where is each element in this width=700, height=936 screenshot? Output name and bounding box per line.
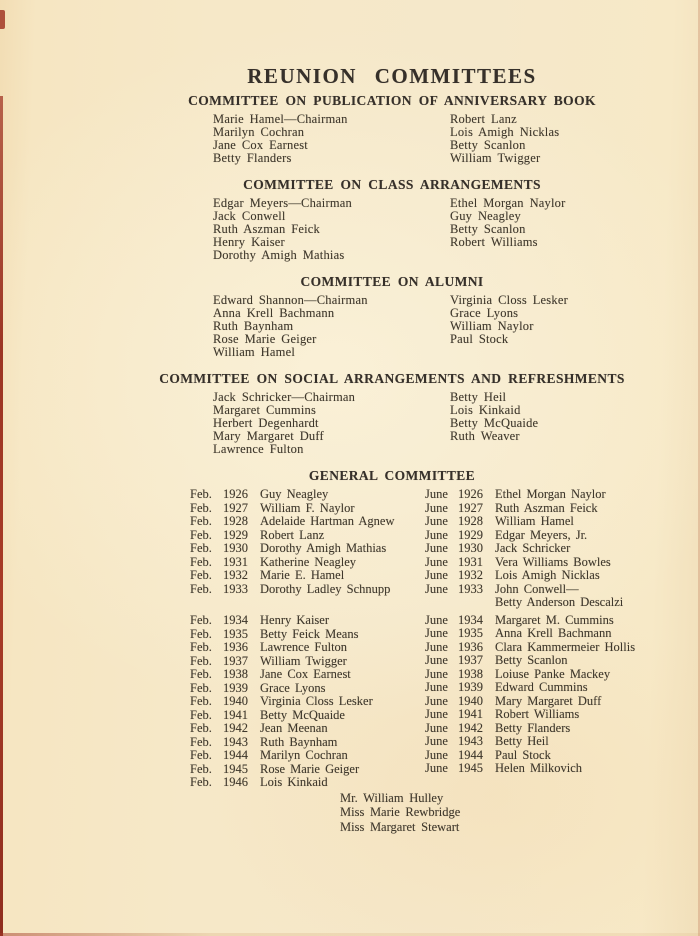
member-name: Mary Margaret Duff xyxy=(213,429,324,443)
month-label: June xyxy=(425,541,448,555)
general-row xyxy=(190,695,425,709)
general-row xyxy=(425,569,700,583)
june-list-1934-1945 xyxy=(425,614,700,776)
month-label: June xyxy=(425,761,448,775)
year-label: 1943 xyxy=(223,734,248,749)
member-name: Marilyn Cochran xyxy=(213,125,305,139)
feb-list-1926-1933 xyxy=(190,488,425,596)
member-name: Marie Hamel—Chairman xyxy=(213,112,348,126)
general-row xyxy=(190,749,425,763)
month-label: June xyxy=(425,581,448,596)
member-name: Anna Krell Bachmann xyxy=(213,306,335,320)
general-row xyxy=(190,736,425,750)
year-label: 1931 xyxy=(223,554,248,569)
member-name: Betty Flanders xyxy=(495,720,571,735)
month-label: Feb. xyxy=(190,487,212,501)
committee-heading: COMMITTEE ON SOCIAL ARRANGEMENTS AND REFRESHMENTS xyxy=(159,371,625,386)
member-name: Paul Stock xyxy=(495,747,551,762)
year-label: 1927 xyxy=(458,500,483,515)
year-label: 1938 xyxy=(223,667,248,681)
member-name: Lawrence Fulton xyxy=(213,442,304,456)
general-row xyxy=(190,709,425,723)
member-name: William F. Naylor xyxy=(260,500,355,515)
month-label: June xyxy=(425,747,448,762)
general-row xyxy=(190,668,425,682)
year-label: 1938 xyxy=(458,666,483,681)
month-label: Feb. xyxy=(190,734,212,749)
year-label: 1943 xyxy=(458,734,483,748)
member-name: William Naylor xyxy=(450,319,534,333)
member-name: Lois Amigh Nicklas xyxy=(495,568,600,582)
special-guests-list xyxy=(340,791,700,835)
month-label: June xyxy=(425,612,448,627)
general-row xyxy=(190,776,425,790)
year-label: 1944 xyxy=(223,748,248,762)
member-column-left xyxy=(213,391,450,456)
year-label: 1939 xyxy=(223,680,248,695)
member-name: Virginia Closs Lesker xyxy=(260,694,373,708)
member-name: Margaret Cummins xyxy=(213,403,317,417)
member-name: Guy Neagley xyxy=(260,487,329,501)
general-column-june xyxy=(425,488,700,790)
month-label: Feb. xyxy=(190,667,212,681)
month-label: Feb. xyxy=(190,613,212,627)
year-label: 1936 xyxy=(223,640,248,654)
member-name: Rose Marie Geiger xyxy=(260,761,360,776)
member-name: Edgar Meyers—Chairman xyxy=(213,196,352,210)
member-name: Jack Schricker xyxy=(495,541,571,555)
month-label: Feb. xyxy=(190,568,212,582)
member-name: Henry Kaiser xyxy=(260,613,329,627)
member-name: Robert Williams xyxy=(495,707,580,721)
member-name: Grace Lyons xyxy=(450,306,519,320)
general-column-feb xyxy=(190,488,425,790)
member-name: Herbert Degenhardt xyxy=(213,416,319,430)
guest-name: Miss Margaret Stewart xyxy=(340,819,460,834)
committee-section-alumni xyxy=(84,274,700,359)
year-label: 1929 xyxy=(223,527,248,542)
member-name: Clara Kammermeier Hollis xyxy=(495,639,636,654)
year-label: 1927 xyxy=(223,500,248,515)
member-name: William Hamel xyxy=(495,514,574,528)
year-label: 1937 xyxy=(458,653,483,667)
month-label: June xyxy=(425,693,448,708)
member-name: Betty McQuaide xyxy=(450,416,539,430)
member-name: Jane Cox Earnest xyxy=(260,667,351,681)
month-label: June xyxy=(425,527,448,542)
month-label: Feb. xyxy=(190,680,212,695)
month-label: June xyxy=(425,734,448,748)
committee-section-class-arrangements xyxy=(84,177,700,262)
member-name: John Conwell— xyxy=(495,581,579,596)
month-label: Feb. xyxy=(190,514,212,528)
general-row xyxy=(425,681,700,695)
general-row xyxy=(190,556,425,570)
member-name: Guy Neagley xyxy=(450,209,521,223)
month-label: June xyxy=(425,514,448,528)
member-name: Ethel Morgan Naylor xyxy=(450,196,566,210)
member-name: Robert Lanz xyxy=(260,527,325,542)
general-columns xyxy=(84,488,700,790)
member-name: Grace Lyons xyxy=(260,680,326,695)
year-label: 1940 xyxy=(223,694,248,708)
member-name: Ethel Morgan Naylor xyxy=(495,487,606,501)
member-name: Helen Milkovich xyxy=(495,761,583,775)
committee-heading: COMMITTEE ON CLASS ARRANGEMENTS xyxy=(243,177,541,192)
page-title: REUNION COMMITTEES xyxy=(247,64,537,88)
month-label: June xyxy=(425,626,448,640)
month-label: Feb. xyxy=(190,626,212,641)
member-name: Ruth Baynham xyxy=(213,319,294,333)
member-name: Betty Flanders xyxy=(213,151,292,165)
member-name: Jane Cox Earnest xyxy=(213,138,308,152)
member-name: Lois Kinkaid xyxy=(260,775,328,789)
year-label: 1931 xyxy=(458,554,483,569)
year-label: 1930 xyxy=(458,541,483,555)
member-name: Betty Heil xyxy=(495,734,549,748)
general-row xyxy=(425,488,700,502)
general-committee-heading: GENERAL COMMITTEE xyxy=(308,468,476,483)
member-name-continued: Betty Anderson Descalzi xyxy=(495,595,624,609)
member-name: Jack Conwell xyxy=(213,209,286,223)
member-column-right xyxy=(450,197,700,262)
month-label: Feb. xyxy=(190,721,212,735)
guest-name: Miss Marie Rewbridge xyxy=(340,805,461,819)
member-name: Betty Scanlon xyxy=(495,653,568,667)
year-label: 1936 xyxy=(458,639,483,654)
general-row xyxy=(425,614,700,628)
year-label: 1929 xyxy=(458,527,483,542)
month-label: June xyxy=(425,680,448,694)
june-list-1926-1933 xyxy=(425,488,700,610)
member-name: Ruth Weaver xyxy=(450,429,520,443)
member-name: Robert Lanz xyxy=(450,112,517,126)
general-row xyxy=(190,614,425,628)
general-committee-section xyxy=(84,468,700,790)
month-label: Feb. xyxy=(190,775,212,789)
year-label: 1945 xyxy=(458,761,483,775)
member-column-right xyxy=(450,391,700,456)
member-name: Ruth Aszman Feick xyxy=(495,500,598,515)
general-row xyxy=(190,682,425,696)
general-row xyxy=(425,542,700,556)
member-name: Betty Feick Means xyxy=(260,626,359,641)
month-label: June xyxy=(425,500,448,515)
member-column-left xyxy=(213,294,450,359)
month-label: Feb. xyxy=(190,694,212,708)
year-label: 1928 xyxy=(223,514,248,528)
committee-heading: COMMITTEE ON PUBLICATION OF ANNIVERSARY BOOK xyxy=(188,93,596,108)
member-name: Dorothy Amigh Mathias xyxy=(260,541,387,555)
general-row xyxy=(425,749,700,763)
member-column-right xyxy=(450,294,700,359)
member-name: Vera Williams Bowles xyxy=(495,554,611,569)
member-column-right xyxy=(450,113,700,165)
year-label: 1926 xyxy=(223,487,248,501)
member-column-left xyxy=(213,113,450,165)
month-label: Feb. xyxy=(190,541,212,555)
member-name: William Twigger xyxy=(450,151,541,165)
year-label: 1933 xyxy=(458,581,483,596)
member-name: Adelaide Hartman Agnew xyxy=(260,514,395,528)
year-label: 1934 xyxy=(458,612,483,627)
year-label: 1934 xyxy=(223,613,248,627)
general-row xyxy=(190,542,425,556)
member-name: Ruth Baynham xyxy=(260,734,338,749)
year-label: 1942 xyxy=(458,720,483,735)
member-columns xyxy=(84,113,700,165)
general-row xyxy=(190,655,425,669)
member-name: Margaret M. Cummins xyxy=(495,612,614,627)
member-name: Betty Heil xyxy=(450,390,507,404)
committee-heading: COMMITTEE ON ALUMNI xyxy=(300,274,484,289)
member-name: William Twigger xyxy=(260,653,347,668)
member-name: Edward Cummins xyxy=(495,680,588,694)
committee-section-publication xyxy=(84,93,700,165)
member-name: Lois Kinkaid xyxy=(450,403,521,417)
month-label: Feb. xyxy=(190,581,212,596)
member-name: Anna Krell Bachmann xyxy=(495,626,612,640)
member-name: Lois Amigh Nicklas xyxy=(450,125,560,139)
month-label: June xyxy=(425,720,448,735)
month-label: Feb. xyxy=(190,640,212,654)
general-row xyxy=(190,488,425,502)
general-row xyxy=(425,695,700,709)
general-row xyxy=(425,762,700,776)
guest-name: Mr. William Hulley xyxy=(340,790,444,805)
member-name: Betty McQuaide xyxy=(260,707,345,722)
member-name: Lawrence Fulton xyxy=(260,640,348,654)
general-row xyxy=(425,722,700,736)
committee-section-social xyxy=(84,371,700,456)
general-row xyxy=(425,735,700,749)
member-name: Edward Shannon—Chairman xyxy=(213,293,368,307)
year-label: 1939 xyxy=(458,680,483,694)
general-row xyxy=(190,583,425,597)
member-name: Edgar Meyers, Jr. xyxy=(495,527,588,542)
general-row xyxy=(190,529,425,543)
member-name: William Hamel xyxy=(213,345,296,359)
general-row xyxy=(425,668,700,682)
year-label: 1945 xyxy=(223,761,248,776)
general-row xyxy=(190,722,425,736)
member-name: Henry Kaiser xyxy=(213,235,285,249)
member-name: Ruth Aszman Feick xyxy=(213,222,321,236)
general-row xyxy=(425,708,700,722)
member-column-left xyxy=(213,197,450,262)
general-row xyxy=(190,502,425,516)
member-name: Jack Schricker—Chairman xyxy=(213,390,356,404)
list-gap xyxy=(190,596,425,614)
month-label: June xyxy=(425,707,448,721)
month-label: June xyxy=(425,666,448,681)
member-name: Marilyn Cochran xyxy=(260,748,348,762)
month-label: Feb. xyxy=(190,527,212,542)
year-label: 1940 xyxy=(458,693,483,708)
year-label: 1942 xyxy=(223,721,248,735)
month-label: June xyxy=(425,639,448,654)
year-label: 1930 xyxy=(223,541,248,555)
general-row xyxy=(425,583,700,610)
month-label: June xyxy=(425,487,448,501)
month-label: June xyxy=(425,653,448,667)
member-name: Robert Williams xyxy=(450,235,538,249)
year-label: 1941 xyxy=(458,707,483,721)
year-label: 1935 xyxy=(458,626,483,640)
year-label: 1944 xyxy=(458,747,483,762)
year-label: 1941 xyxy=(223,707,248,722)
year-label: 1932 xyxy=(223,568,248,582)
member-columns xyxy=(84,294,700,359)
general-row xyxy=(425,641,700,655)
member-name: Betty Scanlon xyxy=(450,222,526,236)
year-label: 1937 xyxy=(223,653,248,668)
general-row xyxy=(190,515,425,529)
general-row xyxy=(190,569,425,583)
general-row xyxy=(425,502,700,516)
member-columns xyxy=(84,197,700,262)
member-name: Jean Meenan xyxy=(260,721,328,735)
general-row xyxy=(190,628,425,642)
year-label: 1946 xyxy=(223,775,248,789)
general-row xyxy=(425,556,700,570)
general-row xyxy=(425,515,700,529)
general-row xyxy=(425,529,700,543)
month-label: Feb. xyxy=(190,761,212,776)
member-name: Dorothy Ladley Schnupp xyxy=(260,581,391,596)
member-name: Dorothy Amigh Mathias xyxy=(213,248,345,262)
member-name: Mary Margaret Duff xyxy=(495,693,602,708)
general-row xyxy=(190,763,425,777)
member-name: Rose Marie Geiger xyxy=(213,332,317,346)
member-name: Katherine Neagley xyxy=(260,554,357,569)
member-name: Loiuse Panke Mackey xyxy=(495,666,611,681)
general-row xyxy=(425,654,700,668)
year-label: 1932 xyxy=(458,568,483,582)
month-label: Feb. xyxy=(190,554,212,569)
general-row xyxy=(425,627,700,641)
member-name: Paul Stock xyxy=(450,332,509,346)
month-label: Feb. xyxy=(190,500,212,515)
member-columns xyxy=(84,391,700,456)
month-label: June xyxy=(425,554,448,569)
year-label: 1933 xyxy=(223,581,248,596)
feb-list-1934-1946 xyxy=(190,614,425,790)
month-label: June xyxy=(425,568,448,582)
month-label: Feb. xyxy=(190,653,212,668)
year-label: 1926 xyxy=(458,487,483,501)
member-name: Betty Scanlon xyxy=(450,138,526,152)
member-name: Marie E. Hamel xyxy=(260,568,345,582)
year-label: 1928 xyxy=(458,514,483,528)
year-label: 1935 xyxy=(223,626,248,641)
member-name: Virginia Closs Lesker xyxy=(450,293,568,307)
month-label: Feb. xyxy=(190,748,212,762)
general-row xyxy=(190,641,425,655)
month-label: Feb. xyxy=(190,707,212,722)
